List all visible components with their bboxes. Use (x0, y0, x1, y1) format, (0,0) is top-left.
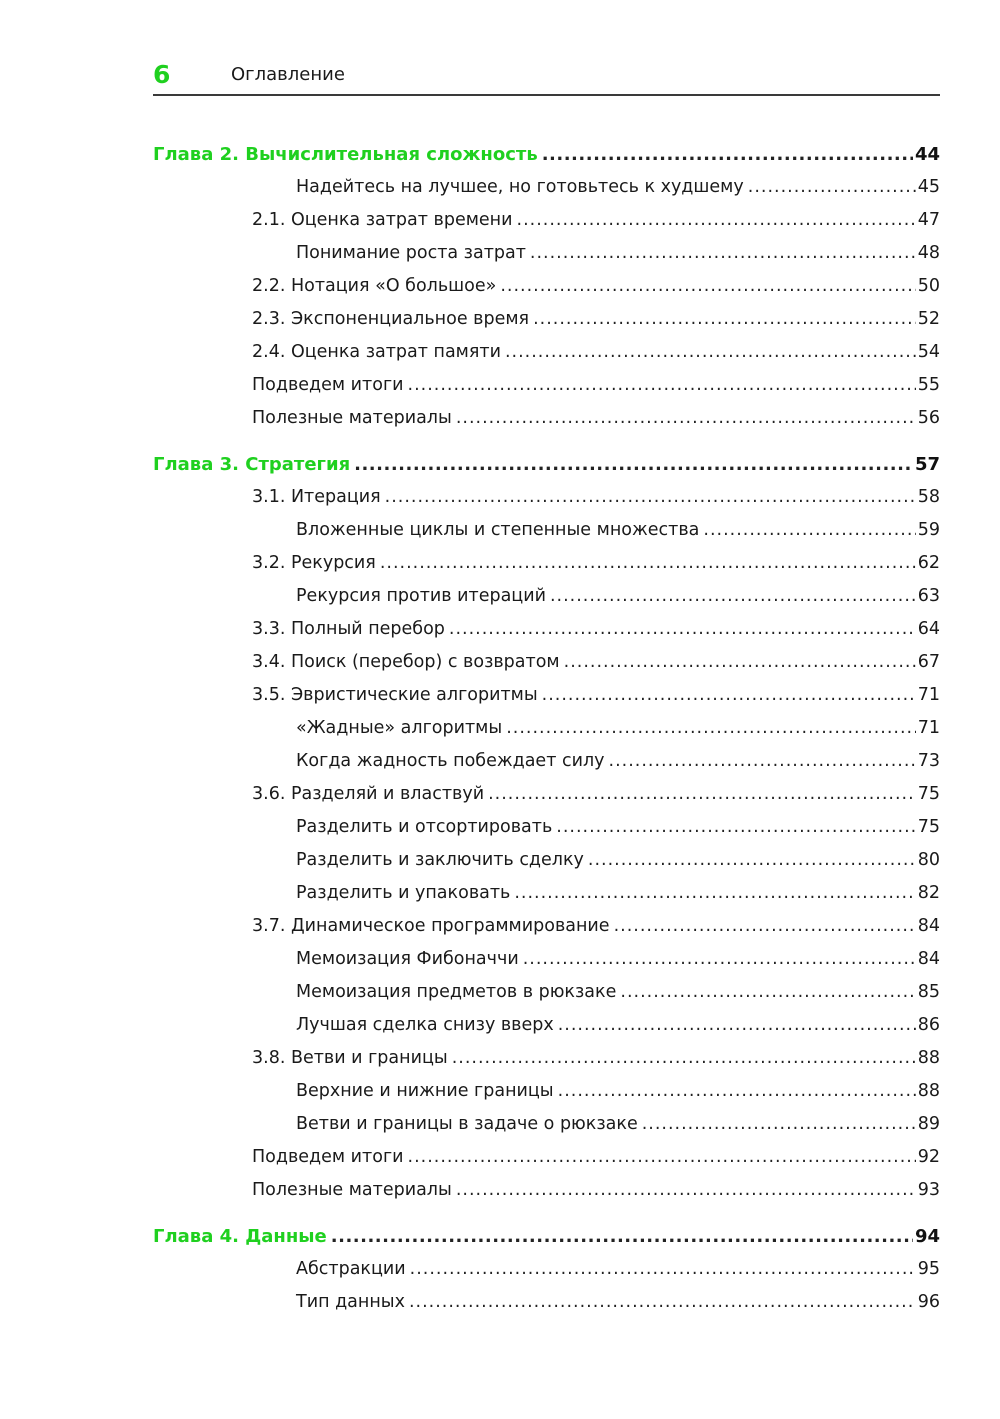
toc-entry-page: 57 (914, 454, 940, 475)
toc-entry-page: 56 (917, 408, 940, 428)
toc-entry-page: 84 (917, 916, 940, 936)
toc-entry-title: Тип данных (296, 1292, 405, 1312)
dot-leader (408, 1141, 916, 1174)
toc-entry-page: 85 (917, 982, 940, 1002)
dot-leader (558, 1075, 916, 1108)
toc-entry (153, 679, 940, 712)
toc-entry-page: 58 (917, 487, 940, 507)
toc-entry-title: Ветви и границы в задаче о рюкзаке (296, 1114, 638, 1134)
toc-entry-page: 96 (917, 1292, 940, 1312)
toc-entry (153, 646, 940, 679)
dot-leader (505, 336, 916, 369)
toc-entry-page: 84 (917, 949, 940, 969)
dot-leader (456, 1174, 916, 1207)
toc-entry (153, 171, 940, 204)
dot-leader (354, 448, 913, 481)
toc-entry (153, 1042, 940, 1075)
dot-leader (523, 943, 916, 976)
toc-entry-title: Когда жадность побеждает силу (296, 751, 605, 771)
toc-entry-title: Полезные материалы (252, 408, 452, 428)
toc-entry (153, 745, 940, 778)
toc-entry (153, 204, 940, 237)
toc-entry-page: 54 (917, 342, 940, 362)
toc-entry-page: 55 (917, 375, 940, 395)
dot-leader (500, 270, 915, 303)
toc-entry (153, 303, 940, 336)
toc-entry (153, 514, 940, 547)
toc-entry-title: Глава 2. Вычислительная сложность (153, 144, 538, 165)
toc-entry (153, 270, 940, 303)
table-of-contents (153, 138, 940, 1319)
toc-entry (153, 237, 940, 270)
toc-entry-page: 75 (917, 817, 940, 837)
running-title: Оглавление (231, 64, 345, 85)
toc-entry-page: 80 (917, 850, 940, 870)
dot-leader (748, 171, 916, 204)
dot-leader (506, 712, 916, 745)
toc-entry-title: 2.1. Оценка затрат времени (252, 210, 513, 230)
toc-entry-page: 63 (917, 586, 940, 606)
toc-entry-title: 3.2. Рекурсия (252, 553, 376, 573)
page-number: 6 (153, 60, 171, 89)
dot-leader (556, 811, 915, 844)
dot-leader (642, 1108, 916, 1141)
toc-entry-title: Абстракции (296, 1259, 406, 1279)
dot-leader (410, 1253, 916, 1286)
dot-leader (609, 745, 916, 778)
toc-chapter-entry (153, 1220, 940, 1253)
toc-entry-page: 82 (917, 883, 940, 903)
dot-leader (409, 1286, 916, 1319)
dot-leader (550, 580, 916, 613)
dot-leader (533, 303, 916, 336)
toc-entry (153, 1286, 940, 1319)
toc-entry-title: Надейтесь на лучшее, но готовьтесь к худшему (296, 177, 744, 197)
toc-entry-page: 95 (917, 1259, 940, 1279)
toc-entry-page: 75 (917, 784, 940, 804)
toc-entry-page: 44 (914, 144, 940, 165)
toc-entry-title: 2.4. Оценка затрат памяти (252, 342, 501, 362)
toc-entry (153, 1075, 940, 1108)
toc-entry (153, 547, 940, 580)
toc-entry (153, 1009, 940, 1042)
toc-entry-page: 94 (914, 1226, 940, 1247)
toc-entry-page: 71 (917, 718, 940, 738)
toc-entry-page: 64 (917, 619, 940, 639)
toc-entry-page: 71 (917, 685, 940, 705)
toc-entry (153, 402, 940, 435)
toc-entry-title: Глава 4. Данные (153, 1226, 327, 1247)
toc-entry-page: 93 (917, 1180, 940, 1200)
toc-entry-page: 47 (917, 210, 940, 230)
toc-entry (153, 778, 940, 811)
toc-entry (153, 811, 940, 844)
dot-leader (514, 877, 915, 910)
toc-entry-page: 50 (917, 276, 940, 296)
toc-entry (153, 1108, 940, 1141)
toc-entry-page: 92 (917, 1147, 940, 1167)
toc-entry (153, 877, 940, 910)
toc-entry (153, 580, 940, 613)
toc-entry-page: 62 (917, 553, 940, 573)
toc-entry (153, 481, 940, 514)
toc-entry-title: Полезные материалы (252, 1180, 452, 1200)
toc-entry-page: 73 (917, 751, 940, 771)
toc-entry (153, 943, 940, 976)
toc-entry-title: 3.3. Полный перебор (252, 619, 445, 639)
toc-entry-title: Мемоизация Фибоначчи (296, 949, 519, 969)
page-header (153, 58, 940, 96)
toc-entry-title: Рекурсия против итераций (296, 586, 546, 606)
toc-entry (153, 712, 940, 745)
dot-leader (449, 613, 916, 646)
toc-entry-title: 3.4. Поиск (перебор) с возвратом (252, 652, 560, 672)
toc-entry-title: 3.5. Эвристические алгоритмы (252, 685, 538, 705)
toc-entry (153, 844, 940, 877)
dot-leader (517, 204, 916, 237)
toc-entry (153, 976, 940, 1009)
dot-leader (530, 237, 916, 270)
toc-entry-title: 2.3. Экспоненциальное время (252, 309, 530, 329)
toc-entry (153, 336, 940, 369)
toc-entry-page: 67 (917, 652, 940, 672)
toc-entry-page: 45 (917, 177, 940, 197)
toc-entry-title: Глава 3. Стратегия (153, 454, 351, 475)
toc-entry-title: «Жадные» алгоритмы (296, 718, 503, 738)
dot-leader (385, 481, 916, 514)
dot-leader (542, 679, 916, 712)
toc-entry-title: Вложенные циклы и степенные множества (296, 520, 700, 540)
dot-leader (456, 402, 916, 435)
dot-leader (408, 369, 916, 402)
toc-entry-page: 88 (917, 1081, 940, 1101)
toc-entry (153, 369, 940, 402)
toc-entry-title: Разделить и упаковать (296, 883, 511, 903)
toc-entry-title: Лучшая сделка снизу вверх (296, 1015, 554, 1035)
toc-entry (153, 613, 940, 646)
toc-entry-page: 52 (917, 309, 940, 329)
toc-entry-title: Разделить и заключить сделку (296, 850, 584, 870)
toc-entry (153, 1253, 940, 1286)
toc-entry-page: 86 (917, 1015, 940, 1035)
dot-leader (558, 1009, 916, 1042)
toc-entry-page: 59 (917, 520, 940, 540)
toc-entry-title: Верхние и нижние границы (296, 1081, 554, 1101)
toc-entry-title: 3.8. Ветви и границы (252, 1048, 448, 1068)
toc-entry-title: 3.1. Итерация (252, 487, 381, 507)
toc-entry-title: Разделить и отсортировать (296, 817, 553, 837)
toc-entry-page: 48 (917, 243, 940, 263)
dot-leader (452, 1042, 916, 1075)
dot-leader (588, 844, 916, 877)
dot-leader (703, 514, 915, 547)
toc-entry-title: 3.7. Динамическое программирование (252, 916, 610, 936)
dot-leader (614, 910, 916, 943)
toc-entry-title: 2.2. Нотация «О большое» (252, 276, 497, 296)
dot-leader (620, 976, 915, 1009)
toc-chapter-entry (153, 448, 940, 481)
dot-leader (564, 646, 916, 679)
toc-entry (153, 1174, 940, 1207)
dot-leader (331, 1220, 913, 1253)
dot-leader (380, 547, 916, 580)
toc-entry-title: Мемоизация предметов в рюкзаке (296, 982, 617, 1002)
toc-chapter-entry (153, 138, 940, 171)
toc-entry-page: 88 (917, 1048, 940, 1068)
toc-entry-title: Понимание роста затрат (296, 243, 526, 263)
toc-entry-title: Подведем итоги (252, 1147, 404, 1167)
toc-entry (153, 1141, 940, 1174)
toc-entry-title: Подведем итоги (252, 375, 404, 395)
dot-leader (542, 138, 913, 171)
dot-leader (488, 778, 916, 811)
toc-entry (153, 910, 940, 943)
toc-entry-title: 3.6. Разделяй и властвуй (252, 784, 485, 804)
toc-entry-page: 89 (917, 1114, 940, 1134)
